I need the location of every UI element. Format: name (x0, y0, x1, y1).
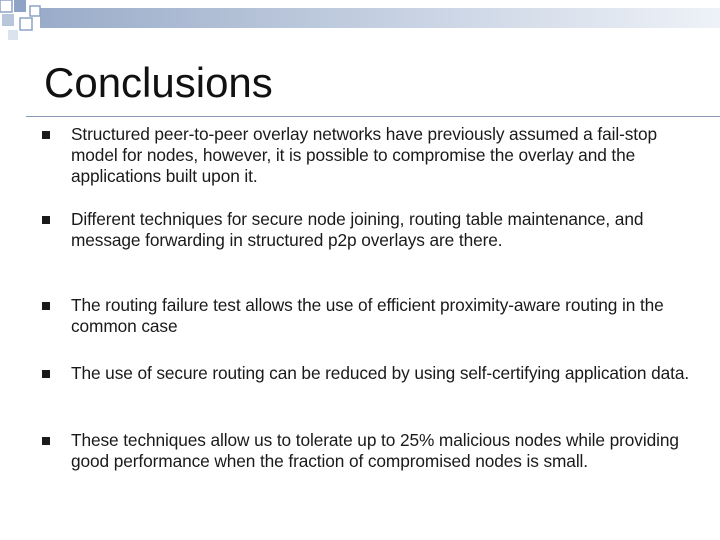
deco-square (14, 0, 26, 12)
deco-square (2, 14, 14, 26)
square-bullet-icon (42, 302, 50, 310)
square-bullet-icon (42, 370, 50, 378)
header-gradient-band (40, 8, 720, 28)
square-bullet-icon (42, 216, 50, 224)
bullet-item (40, 124, 700, 187)
bullet-text: These techniques allow us to tolerate up to 25% malicious nodes while providing good performance when the fraction of compromised nodes is small. (71, 430, 679, 471)
bullet-text: The routing failure test allows the use of efficient proximity-aware routing in the common case (71, 295, 664, 336)
square-bullet-icon (42, 437, 50, 445)
bullet-text: Structured peer-to-peer overlay networks have previously assumed a fail-stop model for nodes, however, it is possible to compromise the overlay and the applications built upon it. (71, 124, 658, 186)
bullet-item (40, 430, 700, 472)
bullet-text: Different techniques for secure node joining, routing table maintenance, and message forwarding in structured p2p overlays are there. (71, 209, 644, 250)
deco-square (30, 6, 40, 16)
header-decoration (0, 0, 720, 48)
deco-square (0, 0, 12, 12)
deco-square (20, 18, 32, 30)
deco-square (8, 30, 18, 40)
title-underline (26, 116, 720, 117)
bullet-item (40, 363, 700, 384)
slide-title: Conclusions (44, 59, 273, 106)
bullet-item (40, 295, 700, 337)
square-bullet-icon (42, 131, 50, 139)
bullet-item (40, 209, 700, 251)
bullet-text: The use of secure routing can be reduced by using self-certifying application data. (71, 363, 690, 383)
